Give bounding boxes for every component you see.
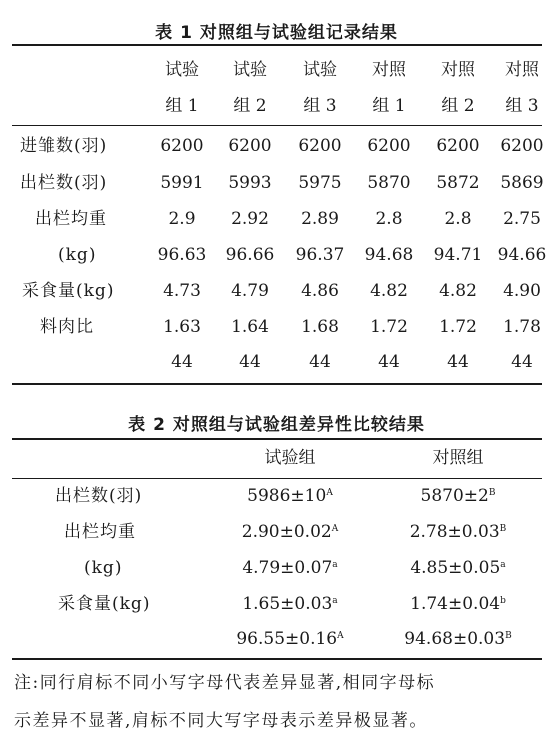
table1-cell: 5870 [367,173,411,193]
table2-cell-value: 4.85±0.05 [410,558,501,578]
table2-cell [383,522,533,542]
table2-cell-superscript: B [499,524,507,534]
table1-cell: 6200 [367,136,411,156]
table1-cell: 5975 [298,173,342,193]
table2-cell [215,486,365,506]
table2-top-rule [12,438,542,440]
table1-cell: 2.75 [503,209,541,229]
table1-cell: 44 [239,352,261,372]
table1-cell: 44 [378,352,400,372]
table1-cell: 96.66 [225,245,275,265]
table1-col-header: 试验 [233,60,267,80]
table2-cell [383,558,533,578]
table1-row-label: 采食量(kg) [22,281,115,301]
table1-col-header: 对照 [505,60,539,80]
table2-cell [215,558,365,578]
table2-cell-value: 94.68±0.03 [404,629,506,649]
table2-cell [215,629,365,649]
table2-cell-value: 96.55±0.16 [236,629,338,649]
table1-cell: 4.86 [301,281,339,301]
table1-cell: 94.71 [433,245,483,265]
table1-col-header: 对照 [372,60,406,80]
table1-cell: 2.8 [375,209,403,229]
table1-col-header-sub: 组 2 [441,96,475,116]
table1-cell: 2.92 [231,209,269,229]
table1-cell: 6200 [228,136,272,156]
table2-row-label: 出栏数(羽) [55,486,143,506]
table1-col-header: 试验 [165,60,199,80]
table2-cell [215,522,365,542]
table1-row-label: 进雏数(羽) [20,136,108,156]
table1-cell: 1.72 [370,317,408,337]
table1-cell: 2.8 [444,209,472,229]
table2-cell-superscript: A [331,524,339,534]
table2-col-header: 对照组 [432,448,484,468]
table2-cell-value: 2.78±0.03 [409,522,500,542]
table-note [14,664,544,740]
table1-cell: 6200 [298,136,342,156]
table1-cell: 5991 [160,173,204,193]
table1-cell: 4.73 [163,281,201,301]
table2-cell [215,594,365,614]
table2-cell-superscript: b [500,596,506,606]
table1-header-rule [12,125,542,126]
table1-cell: 96.63 [157,245,207,265]
table1-col-header: 对照 [441,60,475,80]
table1-cell: 6200 [436,136,480,156]
table1-bottom-rule [12,383,542,385]
table2-cell-superscript: B [505,631,512,641]
table1-cell: 5993 [228,173,272,193]
table1-cell: 6200 [500,136,544,156]
table2-row-label: 出栏均重 [64,522,136,542]
table2-header-rule [12,478,542,479]
table1-col-header-sub: 组 3 [505,96,539,116]
table1-cell: 94.66 [497,245,547,265]
table1-cell: 5872 [436,173,480,193]
table2-cell-superscript: A [337,631,344,641]
table2-row-label: (kg) [84,558,123,578]
table1-cell: 4.82 [370,281,408,301]
table2-cell [383,594,533,614]
table1-row-label: 出栏数(羽) [20,173,108,193]
table2-cell-value: 5986±10 [247,486,327,506]
table2-cell-value: 5870±2 [420,486,489,506]
table2-cell-superscript: A [326,488,333,498]
table2-cell-superscript: a [500,560,506,570]
table2-caption: 表 2 对照组与试验组差异性比较结果 [128,415,425,435]
table1-cell: 44 [511,352,533,372]
table1-col-header-sub: 组 2 [233,96,267,116]
table1-cell: 2.9 [168,209,196,229]
table2-row-label: 采食量(kg) [58,594,151,614]
table1-top-rule [12,44,542,46]
table1-cell: 4.79 [231,281,269,301]
note-line-2: 示差异不显著,肩标不同大写字母表示差异极显著。 [14,711,428,731]
table1-cell: 4.82 [439,281,477,301]
table1-col-header: 试验 [303,60,337,80]
table1-cell: 1.63 [163,317,201,337]
table1-cell: 1.78 [503,317,541,337]
table1-cell: 44 [171,352,193,372]
table1-row-label: 出栏均重 [35,209,107,229]
note-line-1: 注:同行肩标不同小写字母代表差异显著,相同字母标 [14,673,436,693]
table1-col-header-sub: 组 1 [165,96,199,116]
table1-col-header-sub: 组 3 [303,96,337,116]
table1-cell: 5869 [500,173,544,193]
table2-cell-superscript: a [332,596,338,606]
table2-cell-superscript: B [488,488,496,498]
table1-caption: 表 1 对照组与试验组记录结果 [155,23,398,43]
table1-cell: 44 [447,352,469,372]
table1-cell: 96.37 [295,245,345,265]
table1-cell: 2.89 [301,209,339,229]
table1-cell: 94.68 [364,245,414,265]
table2-cell [383,486,533,506]
table2-col-header: 试验组 [264,448,316,468]
table1-cell: 1.72 [439,317,477,337]
table1-cell: 1.64 [231,317,269,337]
table1-row-label: (kg) [58,245,97,265]
table1-cell: 4.90 [503,281,541,301]
table1-col-header-sub: 组 1 [372,96,406,116]
table2-cell-value: 4.79±0.07 [242,558,333,578]
table1-cell: 44 [309,352,331,372]
table1-cell: 1.68 [301,317,339,337]
table2-cell-value: 1.65±0.03 [242,594,333,614]
table2-cell-superscript: a [332,560,338,570]
table1-cell: 6200 [160,136,204,156]
table1-row-label: 料肉比 [40,317,94,337]
table2-cell-value: 2.90±0.02 [241,522,332,542]
table2-bottom-rule [12,658,542,660]
table2-cell [383,629,533,649]
table2-cell-value: 1.74±0.04 [410,594,501,614]
